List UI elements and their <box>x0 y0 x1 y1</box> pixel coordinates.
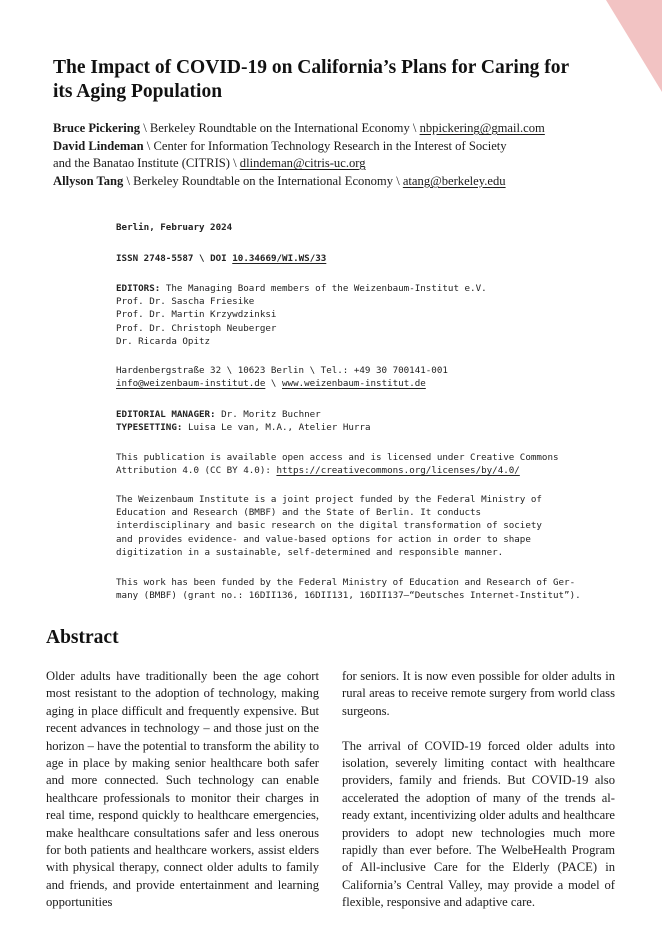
editor-name: Dr. Ricarda Opitz <box>116 335 211 347</box>
contact-links <box>116 377 448 390</box>
abstract-column-left <box>46 668 319 912</box>
author-line <box>53 173 623 191</box>
separator: \ <box>146 138 151 153</box>
description-line: interdisciplinary and basic research on the digital transformation of society <box>116 520 542 532</box>
page-title: The Impact of COVID-19 on California’s Plans for Caring for its Aging Population <box>53 57 569 102</box>
abstract-paragraph: Older adults have traditionally been the age cohort most resistant to the adoption of technology, making aging in place difficult and frequently expensive. But recent advances in technology – and those just on the horizon – have the potential to transform the ability to age in place by making senior healthcare both safer and more connected. Such technology can enable healthcare professionals to monitor their charges in real time, respond quickly to healthcare emergencies, make healthcare consultations safer and less onerous for both patients and healthcare workers, assist elders with physical therapy, connect older adults to family and friends, and provide entertainment and learning opportunities <box>46 669 319 910</box>
author-email-link[interactable]: atang@berkeley.edu <box>402 173 506 188</box>
author-email-link[interactable]: dlindeman@citris-uc.org <box>239 156 366 171</box>
author-name: Bruce Pickering <box>53 121 141 135</box>
institute-email-link[interactable]: info@weizenbaum-institut.de <box>116 378 266 390</box>
staff-block <box>116 408 370 434</box>
doi-label: DOI <box>210 253 227 264</box>
description-line: The Weizenbaum Institute is a joint project funded by the Federal Ministry of <box>116 494 542 505</box>
editorial-manager-name: Dr. Moritz Buchner <box>221 409 321 420</box>
author-affiliation-cont: and the Banatao Institute (CITRIS) <box>53 156 230 171</box>
separator: \ <box>396 173 400 188</box>
issn: ISSN 2748-5587 <box>116 253 194 264</box>
abstract-heading: Abstract <box>46 627 119 648</box>
editors-block <box>116 282 487 348</box>
abstract-paragraph: The arrival of COVID-19 forced older adults into isolation, severely limiting contact with healthcare providers, family and friends. But COVID-19 also accelerated the adoption of many of the trends already extant, incentivizing older adults and healthcare providers to adopt new technologies much more rapidly than ever before. The WelbeHealth Program of All-inclusive Care for the Elderly (PACE) in California’s Central Valley, may provide a model of flexible, responsive and adaptive care. <box>342 738 615 910</box>
description-line: and provides evidence- and value-based options for action in order to shape <box>116 533 531 545</box>
license-url-link[interactable]: https://creativecommons.org/licenses/by/4.0/ <box>276 465 520 477</box>
separator: \ <box>143 121 147 135</box>
author-line <box>53 138 623 156</box>
description-line: Education and Research (BMBF) and the State of Berlin. It conducts <box>116 507 482 519</box>
typesetting-name: Luisa Le van, M.A., Atelier Hurra <box>187 422 371 434</box>
address-line: Hardenbergstraße 32 \ 10623 Berlin \ Tel.: +49 30 700141-001 <box>116 365 448 376</box>
funding-line: many (BMBF) (grant no.: 16DII136, 16DII131, 16DII137–“Deutsches Internet-Institut”). <box>116 590 581 602</box>
editorial-manager-label: EDITORIAL MANAGER: <box>116 409 216 420</box>
editor-name: Prof. Dr. Martin Krzywdzinksi <box>116 309 277 321</box>
author-list <box>53 120 623 190</box>
contact-block <box>116 364 448 390</box>
editors-text: The Managing Board members of the Weizenbaum-Institut e.V. <box>165 283 487 294</box>
editors-line <box>116 282 487 295</box>
separator: \ <box>199 253 205 264</box>
author-name: David Lindeman <box>53 138 144 153</box>
institute-description <box>116 493 542 559</box>
license-block <box>116 451 559 477</box>
funding-note <box>116 576 581 602</box>
author-affiliation: Berkeley Roundtable on the International Economy <box>133 173 394 188</box>
typesetting-label: TYPESETTING: <box>116 422 183 434</box>
license-line <box>116 464 559 477</box>
abstract-paragraph: for seniors. It is now even possible for older adults in rural areas to receive remote surgery from world class surgeons. <box>342 669 615 718</box>
author-line <box>53 120 623 138</box>
author-affiliation: Center for Information Technology Research in the Interest of Society <box>153 138 507 153</box>
editor-name: Prof. Dr. Sascha Friesike <box>116 296 255 308</box>
institute-website-link[interactable]: www.weizenbaum-institut.de <box>282 378 426 390</box>
editor-name: Prof. Dr. Christoph Neuberger <box>116 322 277 334</box>
editors-label: EDITORS: <box>116 283 161 294</box>
corner-triangle <box>606 0 662 92</box>
separator: \ <box>233 156 237 171</box>
author-email-link[interactable]: nbpickering@gmail.com <box>419 121 545 135</box>
author-affiliation: Berkeley Roundtable on the International Economy <box>149 121 410 135</box>
funding-line: This work has been funded by the Federal Ministry of Education and Research of Ger- <box>116 577 576 588</box>
separator: \ <box>412 121 417 135</box>
separator: \ <box>270 378 277 390</box>
place-date <box>116 221 232 234</box>
license-prefix: Attribution 4.0 (CC BY 4.0): <box>116 465 271 477</box>
place-date-text: Berlin, February 2024 <box>116 222 233 233</box>
doi-link[interactable]: 10.34669/WI.WS/33 <box>232 253 327 264</box>
corner-accent-shape <box>602 0 662 92</box>
description-line: digitization in a sustainable, self-determined and responsible manner. <box>116 546 504 558</box>
abstract-column-right <box>342 668 615 912</box>
issn-doi-line <box>116 252 326 265</box>
typesetting-line <box>116 421 370 434</box>
license-line: This publication is available open access and is licensed under Creative Commons <box>116 452 559 463</box>
separator: \ <box>126 173 131 188</box>
editorial-manager-line <box>116 408 370 421</box>
author-name: Allyson Tang <box>53 173 124 188</box>
author-line <box>53 155 623 173</box>
